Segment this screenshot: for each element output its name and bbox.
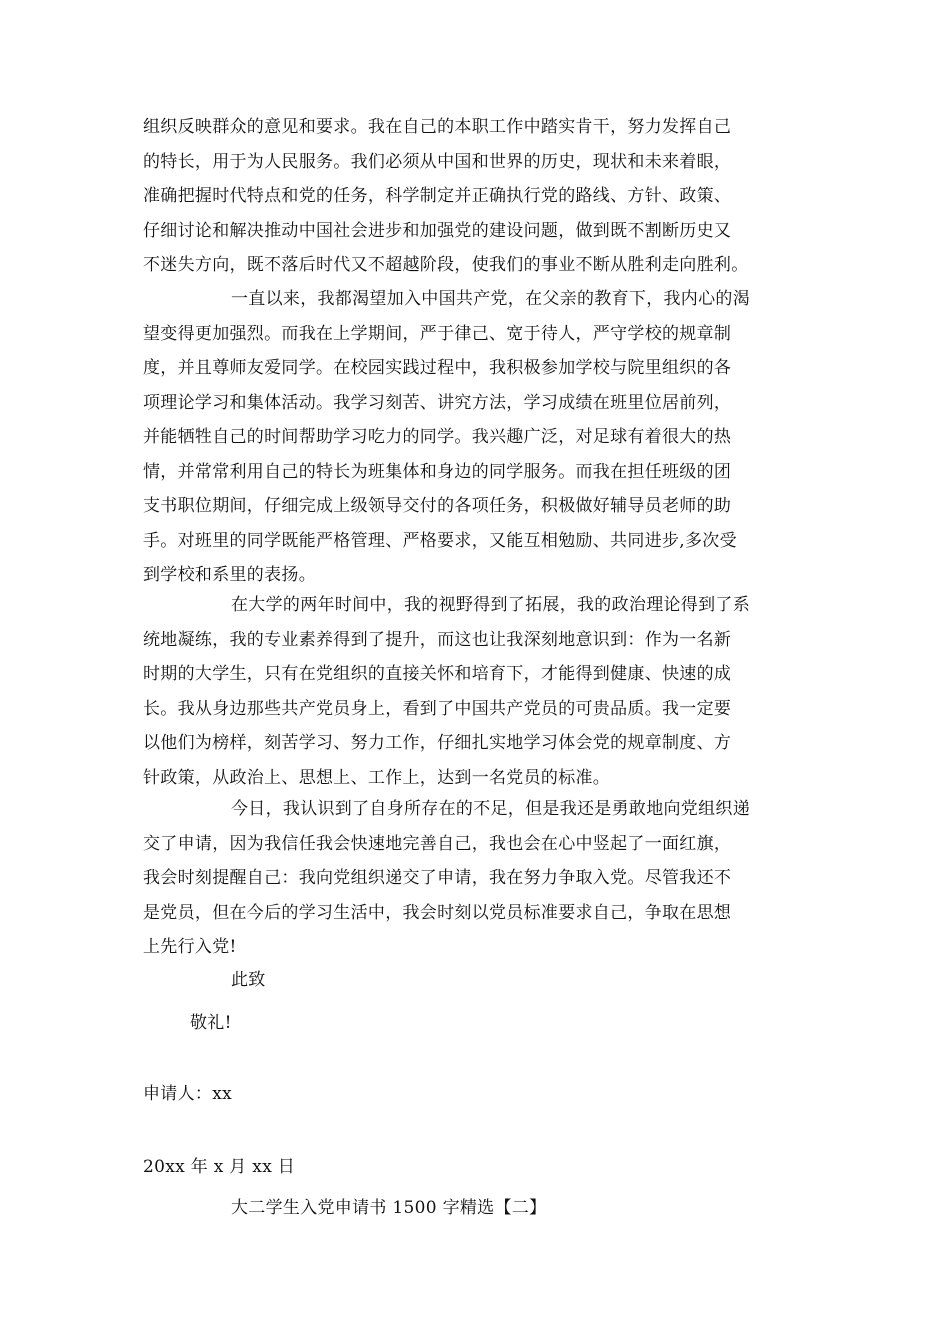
paragraph-line: 项理论学习和集体活动。我学习刻苦、讲究方法，学习成绩在班里位居前列， [143,392,732,413]
paragraph-line: 度，并且尊师友爱同学。在校园实践过程中，我积极参加学校与院里组织的各 [143,358,732,378]
paragraph-line: 望变得更加强烈。而我在上学期间，严于律己、宽于待人，严守学校的规章制 [143,323,732,344]
paragraph-line: 并能牺牲自己的时间帮助学习吃力的同学。我兴趣广泛，对足球有着很大的热 [143,427,732,447]
paragraph-line: 在大学的两年时间中，我的视野得到了拓展，我的政治理论得到了系 [231,595,750,615]
paragraph-line: 支书职位期间，仔细完成上级领导交付的各项任务，积极做好辅导员老师的助 [143,496,732,516]
paragraph-line: 统地凝练，我的专业素养得到了提升，而这也让我深刻地意识到：作为一名新 [143,629,732,650]
paragraph-line: 一直以来，我都渴望加入中国共产党，在父亲的教育下，我内心的渴 [231,289,750,309]
paragraph-line: 针政策，从政治上、思想上、工作上，达到一名党员的标准。 [143,767,611,788]
paragraph-line: 以他们为榜样，刻苦学习、努力工作，仔细扎实地学习体会党的规章制度、方 [143,733,732,753]
paragraph-line: 交了申请，因为我信任我会快速地完善自己，我也会在心中竖起了一面红旗， [143,833,732,854]
paragraph-line: 到学校和系里的表扬。 [143,565,316,585]
paragraph-line: 是党员，但在今后的学习生活中，我会时刻以党员标准要求自己，争取在思想 [143,902,732,923]
paragraph-4 [143,792,808,965]
salutation: 此致 [231,970,266,990]
paragraph-1 [143,110,808,283]
respect-line: 敬礼! [190,1013,232,1033]
paragraph-line: 手。对班里的同学既能严格管理、严格要求，又能互相勉励、共同进步,多次受 [143,530,737,551]
paragraph-2 [143,282,808,593]
paragraph-line: 准确把握时代特点和党的任务，科学制定并正确执行党的路线、方针、政策、 [143,186,732,206]
next-section-title: 大二学生入党申请书 1500 字精选【二】 [231,1198,547,1218]
paragraph-line: 长。我从身边那些共产党员身上，看到了中国共产党员的可贵品质。我一定要 [143,698,732,719]
paragraph-line: 组织反映群众的意见和要求。我在自己的本职工作中踏实肯干，努力发挥自己 [143,117,732,137]
paragraph-line: 情，并常常利用自己的特长为班集体和身边的同学服务。而我在担任班级的团 [143,461,732,482]
paragraph-line: 上先行入党! [143,937,237,957]
paragraph-line: 今日，我认识到了自身所存在的不足，但是我还是勇敢地向党组织递 [231,799,750,819]
paragraph-line: 时期的大学生，只有在党组织的直接关怀和培育下，才能得到健康、快速的成 [143,664,732,684]
paragraph-line: 不迷失方向，既不落后时代又不超越阶段，使我们的事业不断从胜利走向胜利。 [143,255,749,275]
paragraph-line: 我会时刻提醒自己：我向党组织递交了申请，我在努力争取入党。尽管我还不 [143,868,732,888]
applicant-line: 申请人：xx [143,1084,232,1104]
paragraph-line: 仔细讨论和解决推动中国社会进步和加强党的建设问题，做到既不割断历史又 [143,220,732,241]
paragraph-line: 的特长，用于为人民服务。我们必须从中国和世界的历史，现状和未来着眼， [143,151,732,172]
date-line: 20xx 年 x 月 xx 日 [143,1157,296,1177]
paragraph-3 [143,588,808,795]
